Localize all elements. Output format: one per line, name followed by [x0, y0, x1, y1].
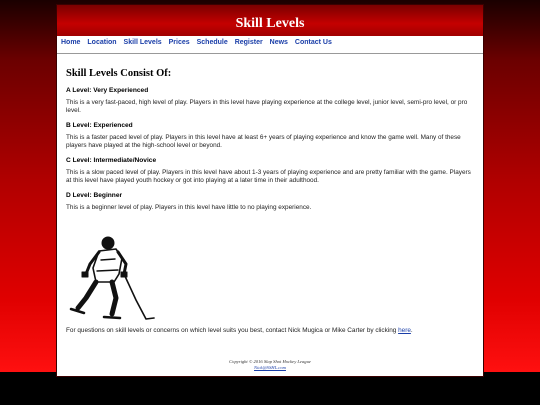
nav-prices[interactable]: Prices [168, 39, 190, 46]
footer [66, 359, 474, 371]
section-heading: Skill Levels Consist Of: [66, 68, 172, 79]
contact-text: For questions on skill levels or concerns on which level suits you best, contact Nick Mugica or Mike Carter by clicking [66, 327, 399, 334]
contact-end: . [410, 327, 413, 334]
page-title: Skill Levels [235, 16, 305, 31]
level-c-title: C Level: Intermediate/Novice [66, 157, 157, 164]
contact-paragraph [66, 327, 474, 334]
nav-schedule[interactable]: Schedule [196, 39, 228, 46]
footer-email-link[interactable]: Nick@SSHL.com [254, 365, 286, 370]
main-content [57, 68, 483, 371]
hockey-player-image [66, 234, 156, 326]
level-d-title: D Level: Beginner [66, 192, 123, 199]
level-b-title: B Level: Experienced [66, 122, 133, 129]
nav-skill-levels[interactable]: Skill Levels [123, 39, 162, 46]
page-container [56, 4, 484, 377]
nav-bar [57, 36, 483, 54]
level-a-title: A Level: Very Experienced [66, 87, 149, 94]
nav-location[interactable]: Location [87, 39, 117, 46]
nav-home[interactable]: Home [61, 39, 81, 46]
copyright-text: Copyright © 2016 Slap Shot Hockey League [229, 359, 311, 364]
nav-contact-us[interactable]: Contact Us [294, 39, 332, 46]
level-d-description: This is a beginner level of play. Players in this level have little to no playing experience. [66, 204, 312, 211]
level-c-description: This is a slow paced level of play. Players in this level have about 1-3 years of playing experience and are pretty familiar with the game. Players at this level have played youth hockey or got into playing at a later time in their adulthood. [66, 169, 471, 184]
level-b-description: This is a faster paced level of play. Players in this level have at least 6+ years of playing experience and know the game well. Many of these players have played at the high-school level or beyond. [66, 134, 461, 149]
contact-here-link[interactable]: here [398, 327, 411, 334]
nav-news[interactable]: News [269, 39, 288, 46]
level-a-description: This is a very fast-paced, high level of play. Players in this level have playing experience at the college level, junior level, semi-pro level, or pro level. [66, 99, 468, 114]
page-header [57, 5, 483, 36]
nav-register[interactable]: Register [234, 39, 263, 46]
